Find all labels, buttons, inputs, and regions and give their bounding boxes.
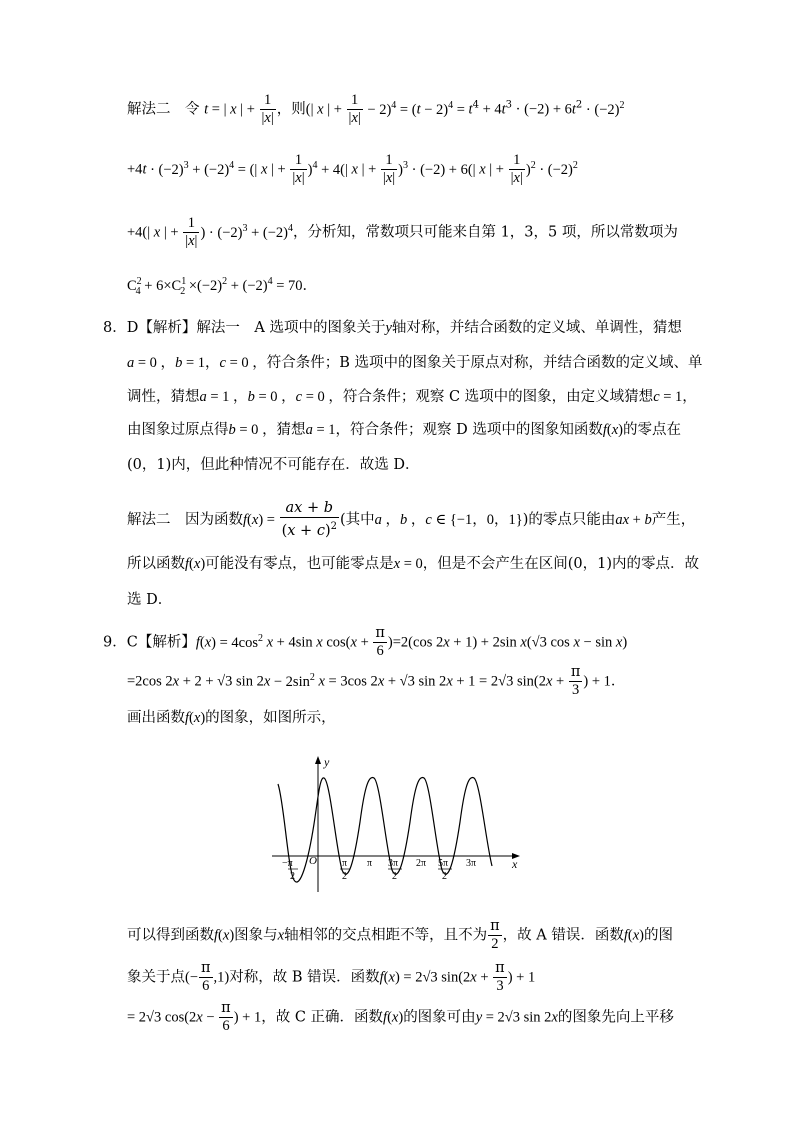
q9-line5: 象关于点(− $\frac{\pi}{6}$ ,1)对称，故 B 错误．函数f(x) = 2√3 sin(2x + $\frac{\pi}{3}$ ) + 1 xyxy=(127,960,536,994)
q9-line6: = 2√3 cos(2x − $\frac{\pi}{6}$ ) + 1，故 C 正确．函数f(x)的图象可由y = 2√3 sin 2x的图象先向上平移 xyxy=(127,1000,674,1034)
tick-pi: π xyxy=(367,858,373,869)
q8-line3: 调性，猜想a = 1 ，b = 0 ，c = 0 ，符合条件；观察 C 选项中的图象，由定义域猜想c = 1， xyxy=(127,389,697,405)
tick-5pi-half-den: 2 xyxy=(442,871,447,882)
q8-line7: 所以函数f(x)可能没有零点，也可能零点是x = 0，但是不会产生在区间(0，1)内的零点．故 xyxy=(127,556,700,572)
q9-line3: 画出函数f(x)的图象，如图所示， xyxy=(127,710,336,726)
q9-line1: 9．C【解析】$f(x) = 4\cos^2$ x + 4sin x cos(x + $\frac{\pi}{6}$ )=2(cos 2x + 1) + 2sin x(√3 cos x − sin x) xyxy=(103,625,628,659)
tick-pi-half: π xyxy=(342,858,348,869)
sine-graph xyxy=(262,752,524,902)
tick-2pi: 2π xyxy=(416,858,427,869)
y-axis-arrow xyxy=(315,756,321,764)
q8-line1: 8．D【解析】解法一 A 选项中的图象关于y轴对称，并结合函数的定义域、单调性，猜想 xyxy=(103,320,682,336)
q8-line6: 解法二 因为函数f(x) = $\frac{ax + b}{(x + c)^2}$ (其中a ，b ，c ∈ {−1，0，1})的零点只能由ax + b产生， xyxy=(127,500,696,539)
solution2-line2: $+4t \cdot (-2)^3 + (-2)^4$ = (| x | + $\frac{1}{|x|}$ )$^4$ + 4(| x | + $\frac{1}{|x|}$ )$^3$ · (−2) + 6(| x | + $\frac{1}{|x|}$ )$^2 \cdot (-2)^2$ xyxy=(127,152,578,186)
solution2-line4: $C^2_4 + 6\times C^1_2 \times(-2)^2 + (-2)^4 = 70$． xyxy=(127,276,318,297)
origin-label: O xyxy=(309,855,317,867)
tick-pi-half-den: 2 xyxy=(342,871,347,882)
q9-line4: 可以得到函数f(x)图象与x轴相邻的交点相距不等，且不为 $\frac{\pi}{2}$ ，故 A 错误．函数f(x)的图 xyxy=(127,918,673,952)
q8-line8: 选 D． xyxy=(127,592,173,608)
y-axis-label: y xyxy=(324,755,330,769)
tick-neg-pi-half: −π xyxy=(282,858,293,869)
tick-3pi-half: 3π xyxy=(388,858,399,869)
q8-line5: (0，1)内，但此种情况不可能存在．故选 D． xyxy=(127,457,420,473)
q8-line2: a = 0 ，b = 1，c = 0 ，符合条件；B 选项中的图象关于原点对称，并结合函数的定义域、单 xyxy=(127,355,703,371)
x-axis-label: x xyxy=(512,857,518,871)
tick-5pi-half: 5π xyxy=(438,858,449,869)
solution2-line1: 解法二 令 t = | x | + $\frac{1}{|x|}$ ，则(| x | + $\frac{1}{|x|}$ − $2)^4 = (t - 2)^4 = t^4 + 4t^3 \cdot (-2) + 6t^2 \cdot (-2)^2$ xyxy=(127,92,625,126)
tick-3pi: 3π xyxy=(466,858,477,869)
solution2-line3: +4(| x | + $\frac{1}{|x|}$ ) · $(-2)^3 + (-2)^4$，分析知，常数项只可能来自第 1，3，5 项，所以常数项为 xyxy=(127,215,678,249)
tick-neg-pi-half-den: 2 xyxy=(290,871,295,882)
q8-line4: 由图象过原点得b = 0 ，猜想a = 1，符合条件；观察 D 选项中的图象知函数f(x)的零点在 xyxy=(127,422,681,438)
tick-3pi-half-den: 2 xyxy=(392,871,397,882)
q9-line2: =2cos 2x + 2 + √3 $\sin 2x - 2\sin^2$ x = 3cos 2x + √3 sin 2x + 1 = 2√3 sin(2x + $\frac{\pi}{3}$ ) + 1． xyxy=(127,664,626,698)
